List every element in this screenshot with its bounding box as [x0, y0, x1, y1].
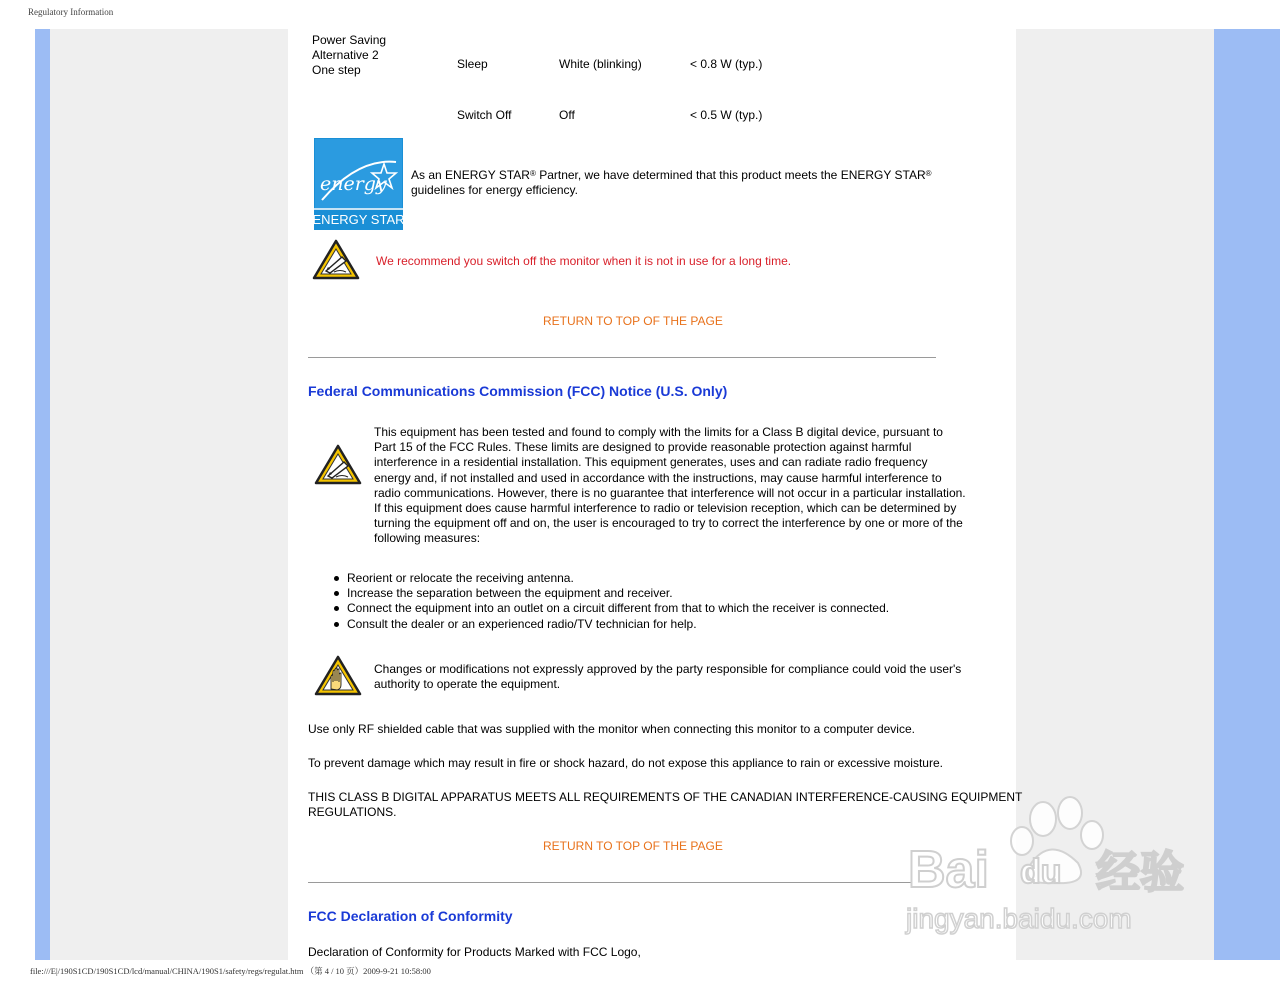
baidu-watermark — [900, 795, 1210, 945]
watermark-du: du — [1020, 853, 1062, 891]
mode-label-line: Alternative 2 — [312, 48, 379, 63]
right-side-band — [1214, 29, 1280, 960]
list-item: Reorient or relocate the receiving antenna. — [334, 571, 889, 586]
energy-star-logo — [314, 138, 403, 230]
paragraph-line: interference in a residential installation. This equipment generates, uses and can radiate radio frequency — [374, 455, 928, 470]
paragraph-line: THIS CLASS B DIGITAL APPARATUS MEETS ALL REQUIREMENTS OF THE CANADIAN INTERFERENCE-CAUSING EQUIPMENT — [308, 790, 1023, 804]
left-margin-panel — [50, 29, 288, 960]
page-footer-path: file:///E|/190S1CD/190S1CD/lcd/manual/CHINA/190S1/safety/regs/regulat.htm （第 4 / 10 页）2009-9-21 10:58:00 — [30, 966, 431, 976]
list-item: Consult the dealer or an experienced radio/TV technician for help. — [334, 617, 889, 632]
paragraph-line: If this equipment does cause harmful interference to radio or television reception, which can be determined by — [374, 501, 957, 516]
energy-star-line2: guidelines for energy efficiency. — [411, 183, 578, 198]
energy-star-logo-text: ENERGY STAR — [314, 212, 403, 227]
watermark-url: jingyan.baidu.com — [906, 903, 1132, 934]
row-power: < 0.5 W (typ.) — [690, 108, 763, 122]
paragraph-line: This equipment has been tested and found to comply with the limits for a Class B digital device, pursuant to — [374, 425, 943, 439]
interference-measures-list — [334, 571, 889, 632]
fcc-declaration-heading: FCC Declaration of Conformity — [308, 908, 513, 924]
section-divider — [308, 357, 936, 358]
switch-off-recommendation: We recommend you switch off the monitor when it is not in use for a long time. — [376, 254, 792, 268]
watermark-brand: Bai — [908, 841, 989, 899]
paragraph-line: Part 15 of the FCC Rules. These limits are designed to provide reasonable protection against harmful — [374, 440, 912, 455]
list-item: Increase the separation between the equipment and receiver. — [334, 586, 889, 601]
moisture-notice: To prevent damage which may result in fire or shock hazard, do not expose this appliance to rain or excessive moisture. — [308, 756, 943, 770]
rf-cable-notice: Use only RF shielded cable that was supplied with the monitor when connecting this monitor to a computer device. — [308, 722, 915, 736]
paragraph-line: energy and, if not installed and used in accordance with the instructions, may cause harmful interference to — [374, 470, 942, 485]
watermark-cn: 经验 — [1096, 848, 1184, 897]
paragraph-line: Changes or modifications not expressly approved by the party responsible for compliance could void the user's — [374, 662, 962, 676]
paragraph-line: following measures: — [374, 531, 481, 546]
fcc-compliance-paragraph — [374, 425, 966, 547]
declaration-text: Declaration of Conformity for Products Marked with FCC Logo, — [308, 945, 641, 959]
section-divider — [308, 882, 936, 883]
paragraph-line: authority to operate the equipment. — [374, 677, 561, 692]
row-led: White (blinking) — [559, 57, 642, 71]
page-header: Regulatory Information — [28, 7, 114, 17]
energy-star-statement: As an ENERGY STAR® Partner, we have determined that this product meets the ENERGY STAR® guidelines for energy efficiency. — [411, 168, 932, 198]
paragraph-line: REGULATIONS. — [308, 805, 397, 820]
row-state: Switch Off — [457, 108, 512, 122]
modifications-warning — [374, 662, 961, 692]
row-power: < 0.8 W (typ.) — [690, 57, 763, 71]
row-led: Off — [559, 108, 575, 122]
row-state: Sleep — [457, 57, 488, 71]
return-to-top-link[interactable]: RETURN TO TOP OF THE PAGE — [543, 314, 723, 328]
list-item: Connect the equipment into an outlet on a circuit different from that to which the receiver is connected. — [334, 601, 889, 616]
mode-label-line: One step — [312, 63, 361, 78]
caution-hand-icon — [314, 655, 362, 697]
paragraph-line: turning the equipment off and on, the user is encouraged to try to correct the interference by one or more of the — [374, 516, 963, 531]
warning-note-icon — [312, 239, 360, 281]
energy-script: energy — [320, 173, 387, 195]
warning-note-icon — [314, 444, 362, 486]
return-to-top-link[interactable]: RETURN TO TOP OF THE PAGE — [543, 839, 723, 853]
paragraph-line: radio communications. However, there is no guarantee that interference will not occur in a particular installation. — [374, 485, 966, 500]
left-side-band — [35, 29, 50, 960]
fcc-notice-heading: Federal Communications Commission (FCC) Notice (U.S. Only) — [308, 383, 728, 399]
mode-label — [312, 33, 386, 79]
mode-label-line: Power Saving — [312, 33, 387, 47]
